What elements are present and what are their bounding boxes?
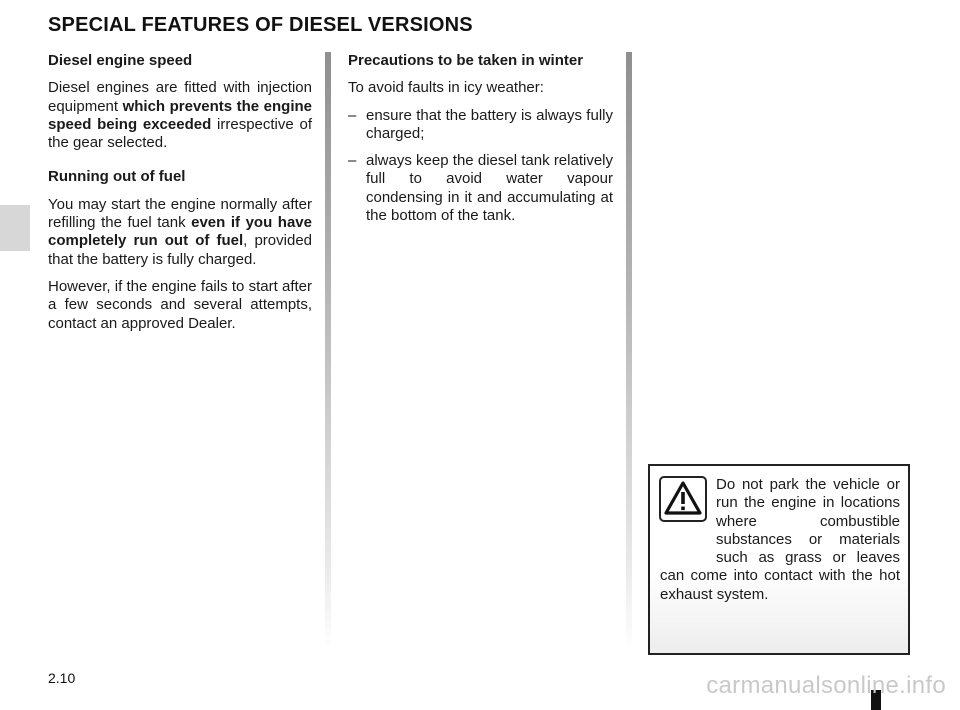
fuel-text-bold: even if you have completely run out of fuel <box>48 214 312 250</box>
list-item-text: always keep the diesel tank relatively full to avoid water vapour condensing in it and accumulating at the bottom of the tank. <box>366 152 613 225</box>
engine-speed-paragraph <box>48 79 312 152</box>
warning-text: Do not park the vehicle or run the engine in locations where combustible substances or materials such as grass or leaves can come into contact with the hot exhaust system. <box>660 476 900 603</box>
list-item-text: ensure that the battery is always fully charged; <box>366 106 613 142</box>
winter-list <box>348 107 613 226</box>
column-divider-right <box>626 52 632 652</box>
watermark: carmanualsonline.info <box>706 672 946 699</box>
list-item <box>348 152 613 225</box>
list-dash: – <box>348 152 357 170</box>
engine-speed-text-a: Diesel engines are fitted with injection equipment <box>48 79 312 115</box>
list-dash: – <box>348 106 357 124</box>
list-item <box>348 107 613 144</box>
fuel-paragraph-1 <box>48 196 312 269</box>
left-column <box>48 52 312 349</box>
column-divider-left <box>325 52 331 652</box>
warning-box <box>648 464 910 655</box>
fuel-text-a: You may start the engine normally after refilling the fuel tank <box>48 195 312 232</box>
page-title: SPECIAL FEATURES OF DIESEL VERSIONS <box>48 14 473 36</box>
winter-heading: Precautions to be taken in winter <box>348 52 584 69</box>
warning-text-block <box>660 476 900 604</box>
engine-speed-text-bold: which prevents the engine speed being exceeded <box>48 97 313 133</box>
page-number: 2.10 <box>48 670 76 686</box>
winter-intro: To avoid faults in icy weather: <box>348 79 544 97</box>
fuel-heading: Running out of fuel <box>48 168 186 186</box>
engine-speed-heading: Diesel engine speed <box>48 52 193 69</box>
fuel-paragraph-2: However, if the engine fails to start after a few seconds and several attempts, contact an approved Dealer. <box>48 277 312 332</box>
fuel-text-c: , provided that the battery is fully charged. <box>48 232 313 268</box>
section-tab <box>0 205 30 251</box>
engine-speed-text-c: irrespective of the gear selected. <box>48 115 312 152</box>
middle-column <box>348 52 613 234</box>
